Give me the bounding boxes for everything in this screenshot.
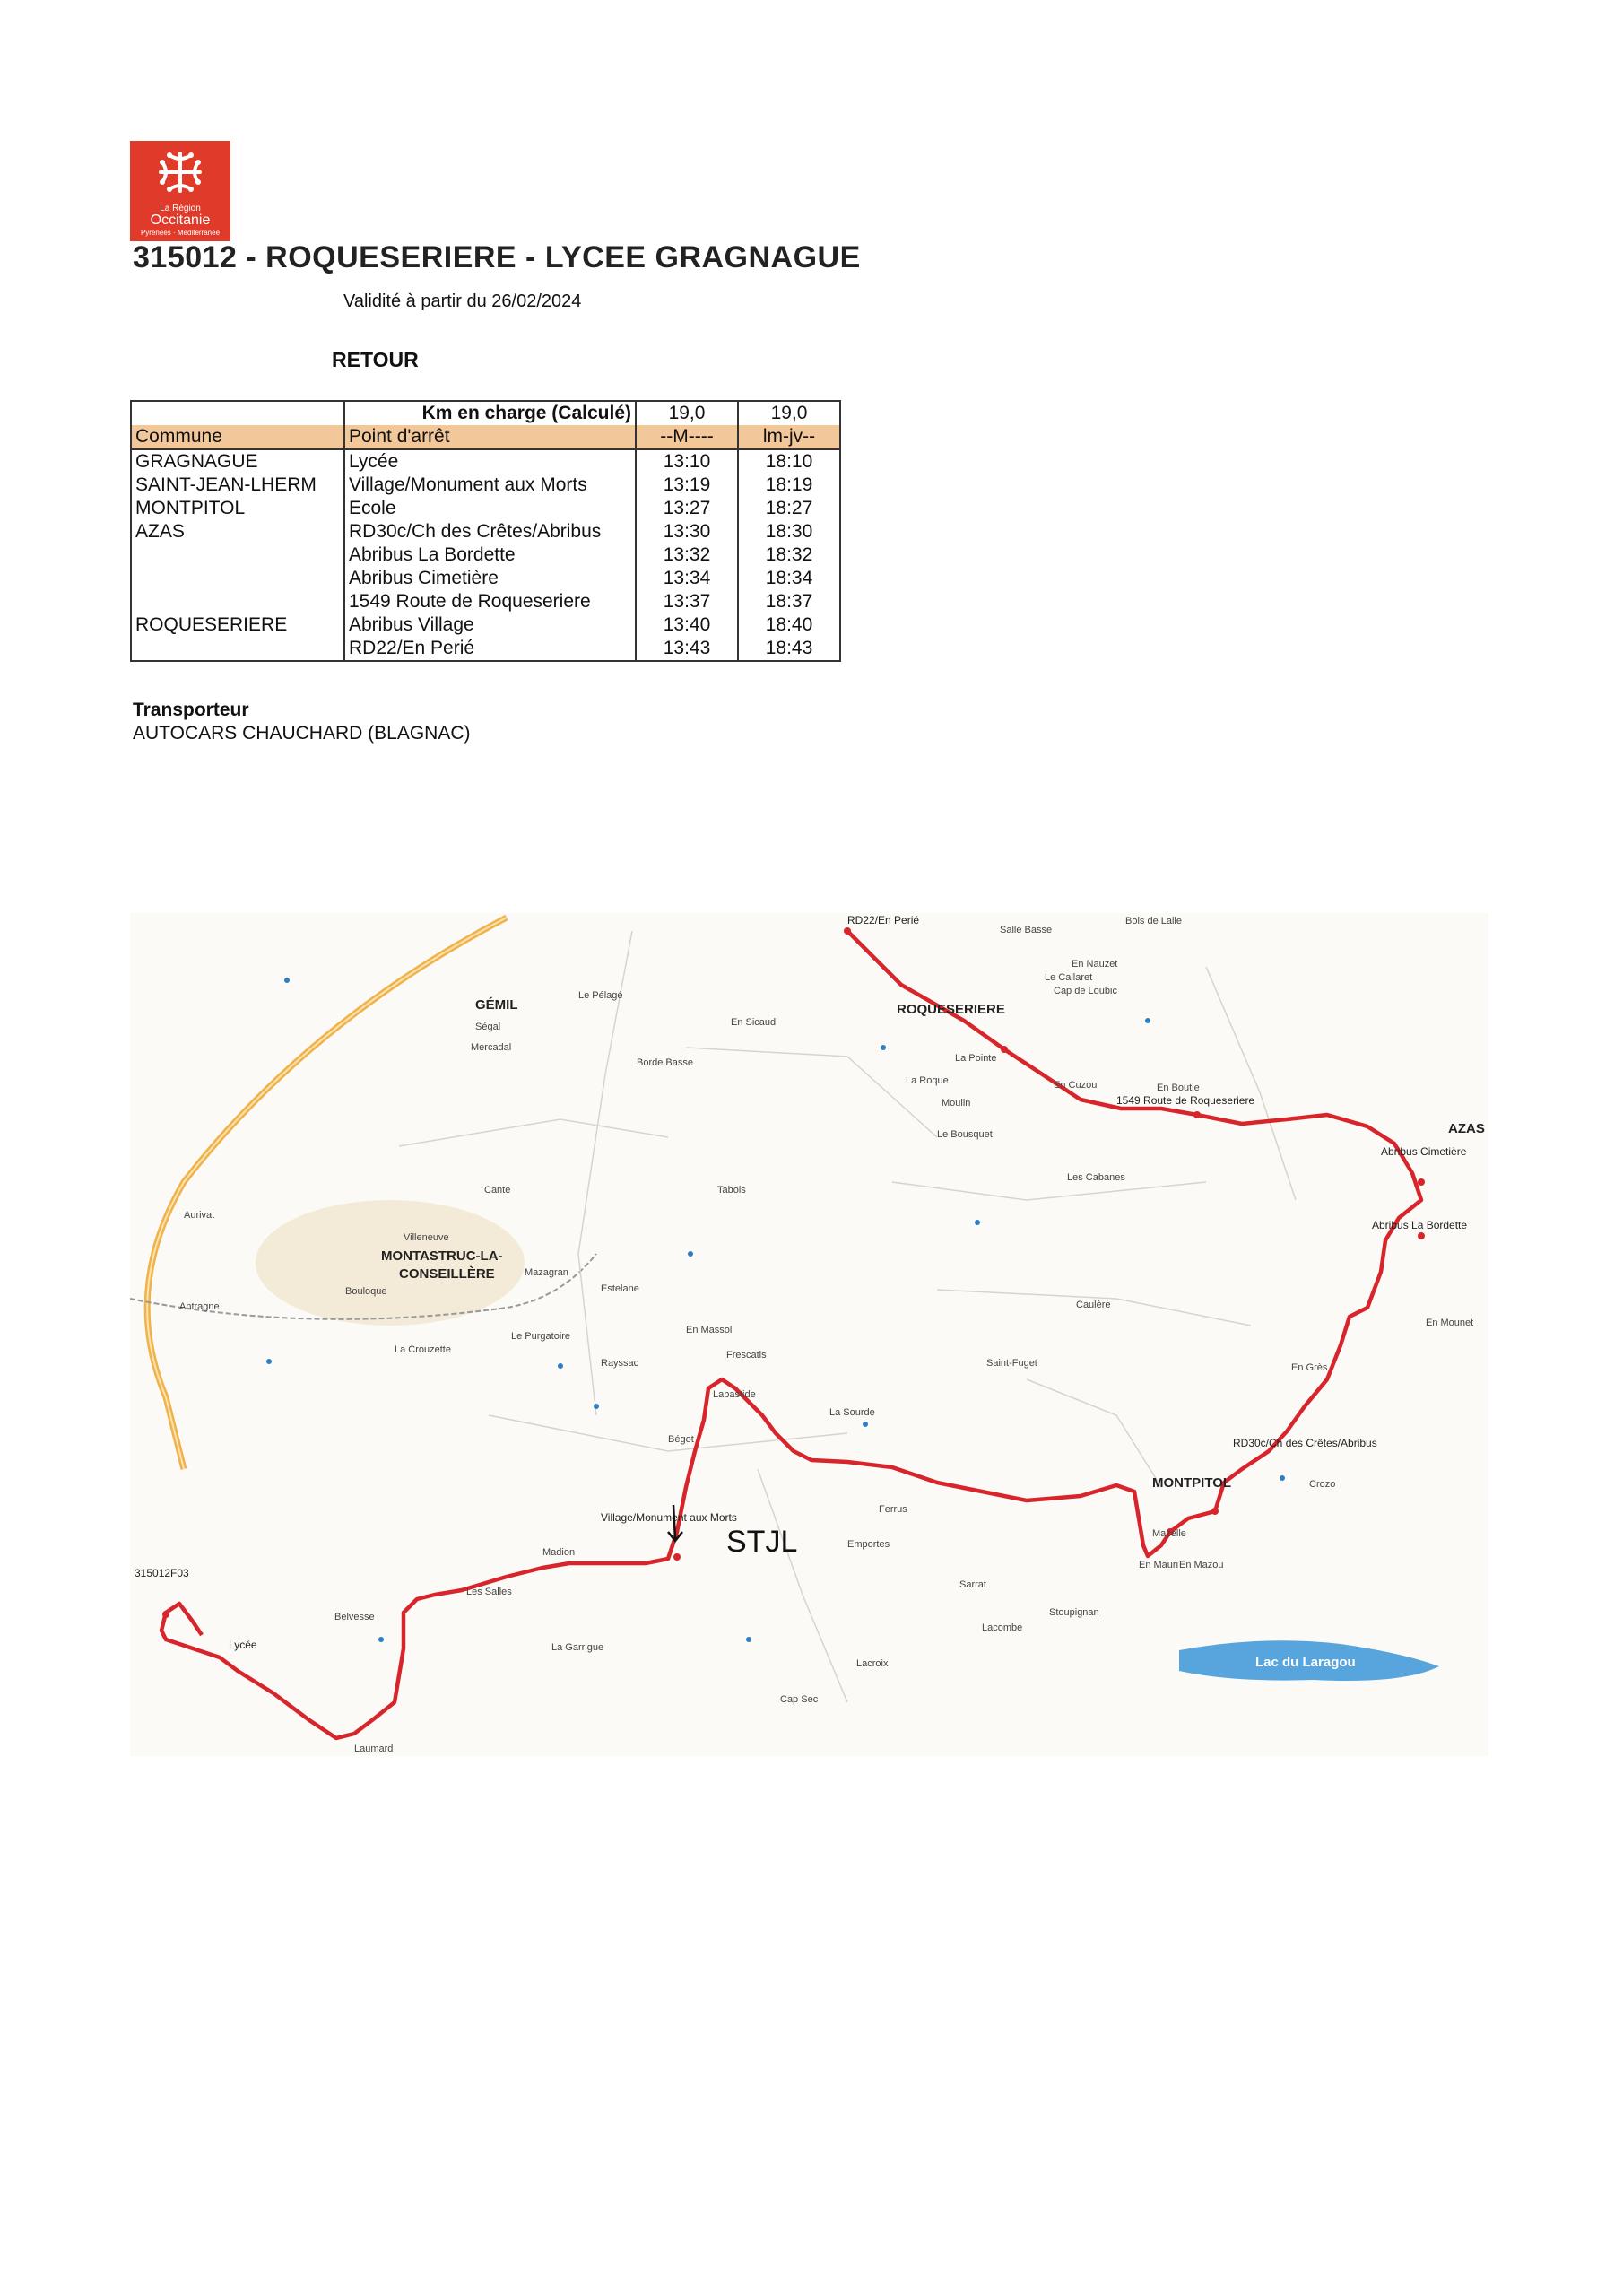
place-label: La Sourde (829, 1407, 875, 1418)
carrier-heading: Transporteur (133, 700, 249, 720)
place-label: Labastide (713, 1389, 756, 1400)
commune-cell: ROQUESERIERE (131, 613, 344, 637)
place-label: En Massol (686, 1325, 733, 1335)
stop-label-cimetiere: Abribus Cimetière (1381, 1145, 1467, 1158)
place-label: Lacombe (982, 1622, 1023, 1633)
place-label: La Roque (906, 1075, 949, 1086)
time-cell: 13:27 (636, 497, 738, 520)
km-label: Km en charge (Calculé) (344, 401, 636, 425)
header-row (131, 425, 840, 449)
commune-cell: SAINT-JEAN-LHERM (131, 474, 344, 497)
place-label: Les Cabanes (1067, 1172, 1125, 1183)
handwritten-annotation: STJL (726, 1525, 798, 1559)
occitanie-logo (130, 141, 230, 241)
stop-cell: RD22/En Perié (344, 637, 636, 661)
time-cell: 18:43 (738, 637, 840, 661)
place-label: Saint-Fuget (986, 1358, 1037, 1369)
col-header-days-1: --M---- (636, 425, 738, 449)
place-label: Le Purgatoire (511, 1331, 571, 1342)
place-label: En Boutie (1157, 1083, 1200, 1093)
stop-cell: 1549 Route de Roqueseriere (344, 590, 636, 613)
town-montastruc: CONSEILLÈRE (399, 1266, 495, 1282)
place-label: Stoupignan (1049, 1607, 1099, 1618)
place-label: Mercadal (471, 1042, 512, 1053)
stop-label-cretes: RD30c/Ch des Crêtes/Abribus (1233, 1437, 1377, 1449)
map-background (130, 913, 1488, 1756)
table-row (131, 520, 840, 544)
place-label: Villeneuve (404, 1232, 449, 1243)
table-row (131, 544, 840, 567)
place-label: En Sicaud (731, 1017, 777, 1028)
time-cell: 18:34 (738, 567, 840, 590)
time-cell: 18:32 (738, 544, 840, 567)
table-row (131, 567, 840, 590)
stop-cell: Village/Monument aux Morts (344, 474, 636, 497)
place-label: Aurivat (184, 1210, 215, 1221)
place-label: Estelane (601, 1283, 639, 1294)
place-label: En Mauri (1139, 1560, 1179, 1570)
commune-cell: GRAGNAGUE (131, 449, 344, 474)
stop-cell: Ecole (344, 497, 636, 520)
place-label: Bégot (668, 1434, 694, 1445)
stop-label-bordette: Abribus La Bordette (1372, 1219, 1468, 1231)
time-cell: 13:32 (636, 544, 738, 567)
occitan-cross-icon (130, 141, 230, 204)
place-label: Crozo (1309, 1479, 1336, 1490)
time-cell: 18:37 (738, 590, 840, 613)
empty-cell (131, 401, 344, 425)
commune-cell (131, 590, 344, 613)
table-row (131, 590, 840, 613)
place-label: En Mounet (1426, 1318, 1474, 1328)
time-cell: 18:27 (738, 497, 840, 520)
table-row (131, 449, 840, 474)
time-cell: 13:10 (636, 449, 738, 474)
time-cell: 18:40 (738, 613, 840, 637)
place-label: Laumard (354, 1744, 394, 1754)
table-row (131, 474, 840, 497)
place-label: Ferrus (879, 1504, 907, 1515)
page-title: 315012 - ROQUESERIERE - LYCEE GRAGNAGUE (133, 240, 861, 274)
stop-cell: Lycée (344, 449, 636, 474)
direction-label: RETOUR (332, 348, 419, 371)
place-label: Mazelle (1152, 1528, 1186, 1539)
route-code-label: 315012F03 (135, 1567, 189, 1579)
town-azas: AZAS (1448, 1121, 1485, 1136)
time-cell: 13:19 (636, 474, 738, 497)
place-label: Antragne (179, 1301, 220, 1312)
time-cell: 13:30 (636, 520, 738, 544)
town-roqueseriere: ROQUESERIERE (897, 1002, 1005, 1017)
time-cell: 18:30 (738, 520, 840, 544)
table-row (131, 637, 840, 661)
place-label: Cap de Loubic (1054, 986, 1117, 996)
place-label: La Crouzette (395, 1344, 451, 1355)
place-label: Les Salles (466, 1587, 512, 1597)
place-label: La Pointe (955, 1053, 997, 1064)
time-cell: 18:19 (738, 474, 840, 497)
place-label: En Nauzet (1072, 959, 1118, 970)
table-row (131, 613, 840, 637)
place-label: La Garrigue (551, 1642, 604, 1653)
logo-region: La Région (160, 204, 201, 213)
place-label: Le Callaret (1045, 972, 1093, 983)
place-label: Ségal (475, 1022, 501, 1032)
place-label: Salle Basse (1000, 925, 1053, 935)
place-label: Le Pélagé (578, 990, 623, 1001)
km-row (131, 401, 840, 425)
col-header-days-2: lm-jv-- (738, 425, 840, 449)
km-value-1: 19,0 (636, 401, 738, 425)
time-cell: 18:10 (738, 449, 840, 474)
place-label: Cap Sec (780, 1694, 819, 1705)
time-cell: 13:34 (636, 567, 738, 590)
commune-cell: AZAS (131, 520, 344, 544)
commune-cell (131, 567, 344, 590)
place-label: Lacroix (856, 1658, 889, 1669)
stop-cell: RD30c/Ch des Crêtes/Abribus (344, 520, 636, 544)
time-cell: 13:40 (636, 613, 738, 637)
place-label: Frescatis (726, 1350, 767, 1361)
schedule-table (130, 400, 841, 662)
logo-subtitle: Pyrénées · Méditerranée (140, 229, 221, 237)
stop-cell: Abribus Cimetière (344, 567, 636, 590)
place-label: Borde Basse (637, 1057, 693, 1068)
lake-label: Lac du Laragou (1255, 1655, 1356, 1670)
stop-label-route: 1549 Route de Roqueseriere (1116, 1094, 1255, 1107)
km-value-2: 19,0 (738, 401, 840, 425)
stop-label-village: Village/Monument aux Morts (601, 1511, 737, 1524)
place-label: Moulin (942, 1098, 971, 1109)
place-label: Belvesse (334, 1612, 375, 1622)
place-label: Caulère (1076, 1300, 1111, 1310)
commune-cell: MONTPITOL (131, 497, 344, 520)
commune-cell (131, 544, 344, 567)
place-label: Madion (542, 1547, 576, 1558)
stop-label-lycee: Lycée (229, 1639, 257, 1651)
place-label: Tabois (717, 1185, 746, 1196)
stop-label-en-perie: RD22/En Perié (847, 914, 920, 926)
town-gemil: GÉMIL (475, 997, 518, 1013)
logo-name: Occitanie (150, 213, 211, 228)
place-label: Bois de Lalle (1125, 916, 1182, 926)
col-header-commune: Commune (131, 425, 344, 449)
place-label: En Grès (1291, 1362, 1328, 1373)
stop-cell: Abribus La Bordette (344, 544, 636, 567)
stop-cell: Abribus Village (344, 613, 636, 637)
table-row (131, 497, 840, 520)
place-label: En Cuzou (1054, 1080, 1098, 1091)
town-montpitol: MONTPITOL (1152, 1475, 1232, 1491)
time-cell: 13:43 (636, 637, 738, 661)
place-label: Le Bousquet (937, 1129, 993, 1140)
col-header-stop: Point d'arrêt (344, 425, 636, 449)
validity-date: Validité à partir du 26/02/2024 (343, 291, 582, 311)
route-map (130, 913, 1488, 1756)
place-label: Sarrat (959, 1579, 986, 1590)
place-label: En Mazou (1179, 1560, 1224, 1570)
time-cell: 13:37 (636, 590, 738, 613)
place-label: Cante (484, 1185, 511, 1196)
town-montastruc: MONTASTRUC-LA- (381, 1248, 503, 1264)
commune-cell (131, 637, 344, 661)
place-label: Bouloque (345, 1286, 387, 1297)
place-label: Emportes (847, 1539, 890, 1550)
carrier-name: AUTOCARS CHAUCHARD (BLAGNAC) (133, 723, 471, 744)
place-label: Mazagran (525, 1267, 568, 1278)
place-label: Rayssac (601, 1358, 639, 1369)
